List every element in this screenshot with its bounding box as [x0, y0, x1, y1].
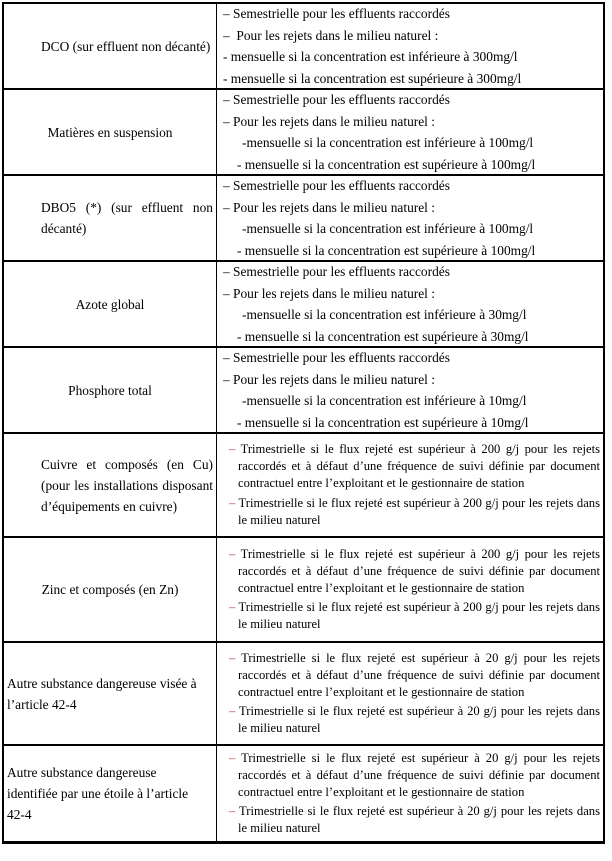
- red-dash-bullet: –: [229, 804, 239, 819]
- frequency-line: -mensuelle si la concentration est inférieure à 10mg/l: [242, 393, 527, 408]
- red-dash-bullet: –: [229, 650, 242, 665]
- parameter-cell: [4, 643, 217, 744]
- frequency-text: Trimestrielle si le flux rejeté est supérieur à 200 g/j pour les rejets raccordés et à défaut d’une fréquence de suivi définie par document contractuel entre l’exploitant et le gestionnaire de station: [238, 442, 601, 491]
- parameter-cell: [4, 90, 217, 174]
- parameter-label: Azote global: [75, 296, 145, 312]
- parameter-cell: [4, 538, 217, 641]
- parameter-label: DCO (sur effluent non décanté): [41, 38, 211, 54]
- red-dash-bullet: –: [229, 600, 239, 615]
- frequency-line: - mensuelle si la concentration est supérieure à 30mg/l: [237, 328, 529, 344]
- parameter-cell: [4, 176, 217, 260]
- table-row: [4, 536, 603, 641]
- frequency-line: - mensuelle si la concentration est inférieure à 300mg/l: [223, 49, 518, 64]
- red-dash-bullet: –: [229, 442, 241, 457]
- frequency-line: [223, 599, 601, 633]
- table-row: [4, 641, 603, 744]
- parameter-label: Matières en suspension: [47, 124, 173, 140]
- frequency-line: -mensuelle si la concentration est inférieure à 100mg/l: [242, 221, 534, 236]
- frequency-text: Trimestrielle si le flux rejeté est supérieur à 200 g/j pour les rejets raccordés et à défaut d’une fréquence de suivi définie par document contractuel entre l’exploitant et le gestionnaire de station: [238, 546, 601, 595]
- frequency-line: [223, 441, 601, 492]
- red-dash-bullet: –: [229, 495, 239, 510]
- frequency-cell: [217, 4, 603, 88]
- red-dash-bullet: –: [229, 750, 242, 765]
- parameter-label: Cuivre et composés (en Cu) (pour les installations disposant d’équipements en cuivre): [41, 456, 213, 514]
- frequency-line: - mensuelle si la concentration est supérieure à 300mg/l: [223, 70, 522, 86]
- table-row: [4, 88, 603, 174]
- frequency-line: – Pour les rejets dans le milieu naturel :: [223, 285, 435, 301]
- frequency-cell: [217, 262, 603, 346]
- frequency-line: – Semestrielle pour les effluents raccordés: [223, 178, 450, 193]
- red-dash-bullet: –: [229, 546, 241, 561]
- frequency-line: - mensuelle si la concentration est supérieure à 100mg/l: [237, 156, 536, 172]
- parameter-label: Zinc et composés (en Zn): [41, 582, 179, 597]
- parameter-label: Autre substance dangereuse visée à l’article 42-4: [7, 675, 197, 712]
- parameter-label: Phosphore total: [68, 382, 152, 398]
- frequency-line: – Pour les rejets dans le milieu naturel :: [223, 371, 435, 387]
- table-row: [4, 4, 603, 88]
- frequency-cell: [217, 348, 603, 432]
- parameter-cell: [4, 4, 217, 88]
- frequency-line: – Semestrielle pour les effluents raccordés: [223, 264, 450, 279]
- parameter-cell: [4, 348, 217, 432]
- frequency-cell: [217, 746, 603, 841]
- parameter-label: Autre substance dangereuse identifiée par une étoile à l’article 42-4: [7, 765, 189, 822]
- frequency-line: [223, 803, 601, 837]
- table-row: [4, 174, 603, 260]
- frequency-text: Trimestrielle si le flux rejeté est supérieur à 20 g/j pour les rejets raccordés et à défaut d’une fréquence de suivi définie par document contractuel entre l’exploitant et le gestionnaire de station: [238, 750, 601, 799]
- parameter-label: DBO5 (*) (sur effluent non décanté): [41, 200, 213, 236]
- frequency-line: – Pour les rejets dans le milieu naturel :: [223, 113, 435, 129]
- frequency-line: - mensuelle si la concentration est supérieure à 100mg/l: [237, 242, 536, 258]
- red-dash-bullet: –: [229, 704, 239, 719]
- frequency-line: [223, 703, 601, 737]
- frequency-line: [223, 650, 601, 701]
- frequency-cell: [217, 176, 603, 260]
- frequency-text: Trimestrielle si le flux rejeté est supérieur à 20 g/j pour les rejets raccordés et à défaut d’une fréquence de suivi définie par document contractuel entre l’exploitant et le gestionnaire de station: [238, 650, 601, 699]
- parameter-cell: [4, 434, 217, 536]
- frequency-line: – Semestrielle pour les effluents raccordés: [223, 350, 450, 365]
- table-row: [4, 744, 603, 841]
- frequency-cell: [217, 434, 603, 536]
- frequency-text: Trimestrielle si le flux rejeté est supérieur à 20 g/j pour les rejets dans le milieu naturel: [238, 804, 601, 836]
- frequency-line: [223, 750, 601, 801]
- parameter-cell: [4, 262, 217, 346]
- frequency-line: -mensuelle si la concentration est inférieure à 100mg/l: [242, 135, 534, 150]
- frequency-text: Trimestrielle si le flux rejeté est supérieur à 200 g/j pour les rejets dans le milieu naturel: [238, 495, 600, 527]
- frequency-text: Trimestrielle si le flux rejeté est supérieur à 20 g/j pour les rejets dans le milieu naturel: [238, 704, 601, 736]
- frequency-text: Trimestrielle si le flux rejeté est supérieur à 200 g/j pour les rejets dans le milieu naturel: [238, 600, 600, 632]
- frequency-cell: [217, 90, 603, 174]
- frequency-line: – Pour les rejets dans le milieu naturel :: [223, 27, 439, 43]
- frequency-line: - mensuelle si la concentration est supérieure à 10mg/l: [237, 414, 529, 430]
- monitoring-frequency-table: [2, 2, 605, 844]
- frequency-line: – Semestrielle pour les effluents raccordés: [223, 92, 450, 107]
- frequency-cell: [217, 643, 603, 744]
- frequency-cell: [217, 538, 603, 641]
- table-row: [4, 432, 603, 536]
- frequency-line: – Semestrielle pour les effluents raccordés: [223, 6, 450, 21]
- frequency-line: [223, 495, 601, 529]
- frequency-line: -mensuelle si la concentration est inférieure à 30mg/l: [242, 307, 527, 322]
- frequency-line: – Pour les rejets dans le milieu naturel :: [223, 199, 435, 215]
- parameter-cell: [4, 746, 217, 841]
- frequency-line: [223, 546, 601, 597]
- table-row: [4, 346, 603, 432]
- table-row: [4, 260, 603, 346]
